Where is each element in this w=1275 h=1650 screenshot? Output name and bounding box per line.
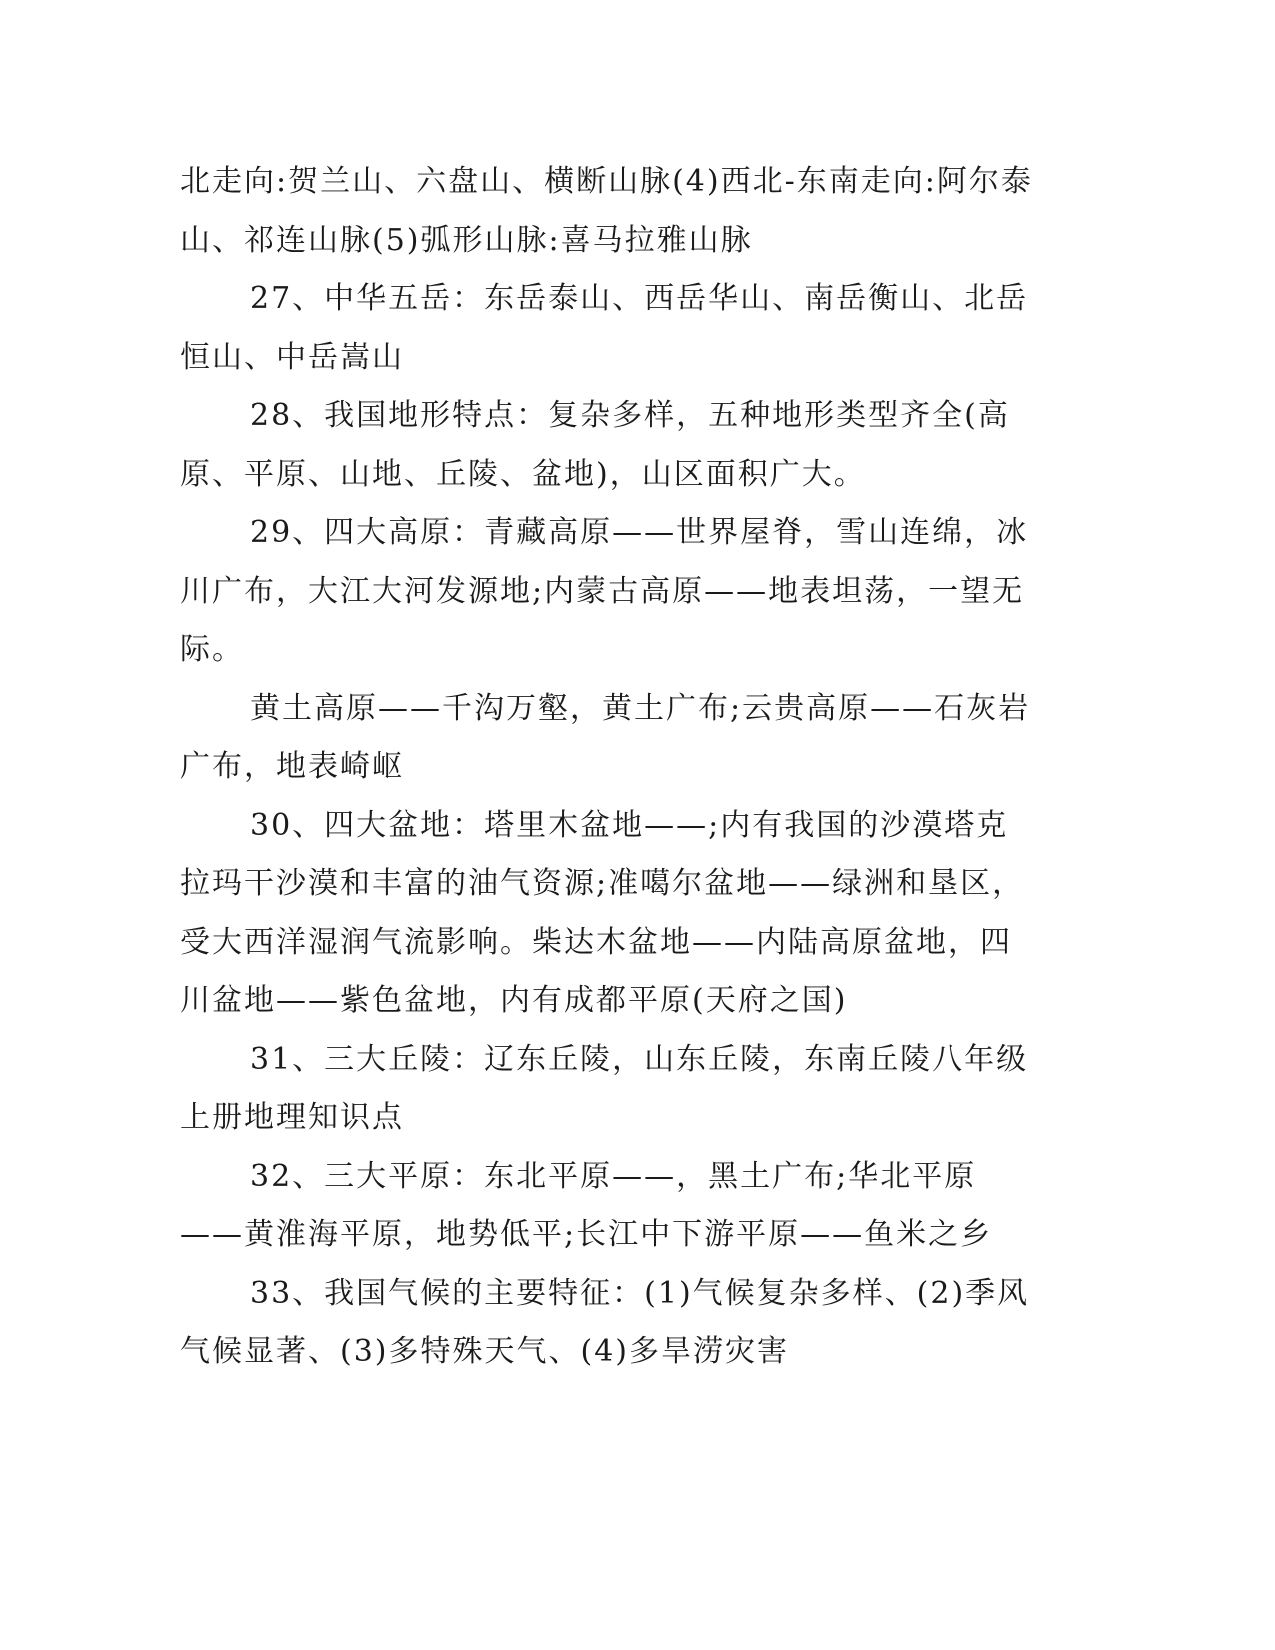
paragraph-item-31: 31、三大丘陵：辽东丘陵，山东丘陵，东南丘陵八年级上册地理知识点 (180, 1041, 1029, 1135)
document-body (180, 153, 1040, 1382)
paragraph-mountain-directions: 北走向:贺兰山、六盘山、横断山脉(4)西北-东南走向:阿尔泰山、祁连山脉(5)弧形山脉:喜马拉雅山脉 (180, 164, 1033, 258)
paragraph-item-33: 33、我国气候的主要特征：(1)气候复杂多样、(2)季风气候显著、(3)多特殊天气、(4)多旱涝灾害 (180, 1275, 1030, 1369)
paragraph-item-28: 28、我国地形特点：复杂多样，五种地形类型齐全(高原、平原、山地、丘陵、盆地)，山区面积广大。 (180, 398, 1010, 492)
paragraph-item-27: 27、中华五岳：东岳泰山、西岳华山、南岳衡山、北岳恒山、中岳嵩山 (180, 281, 1029, 375)
paragraph-item-29: 29、四大高原：青藏高原——世界屋脊，雪山连绵，冰川广布，大江大河发源地;内蒙古高原——地表坦荡，一望无际。 (180, 515, 1029, 667)
paragraph-item-32: 32、三大平原：东北平原——，黑土广布;华北平原——黄淮海平原，地势低平;长江中下游平原——鱼米之乡 (180, 1158, 993, 1252)
paragraph-plateaus-continued: 黄土高原——千沟万壑，黄土广布;云贵高原——石灰岩广布，地表崎岖 (180, 690, 1031, 784)
paragraph-item-30: 30、四大盆地：塔里木盆地——;内有我国的沙漠塔克拉玛干沙漠和丰富的油气资源;准噶尔盆地——绿洲和垦区，受大西洋湿润气流影响。柴达木盆地——内陆高原盆地，四川盆地——紫色盆地，内有成都平原(天府之国) (180, 807, 1025, 1018)
